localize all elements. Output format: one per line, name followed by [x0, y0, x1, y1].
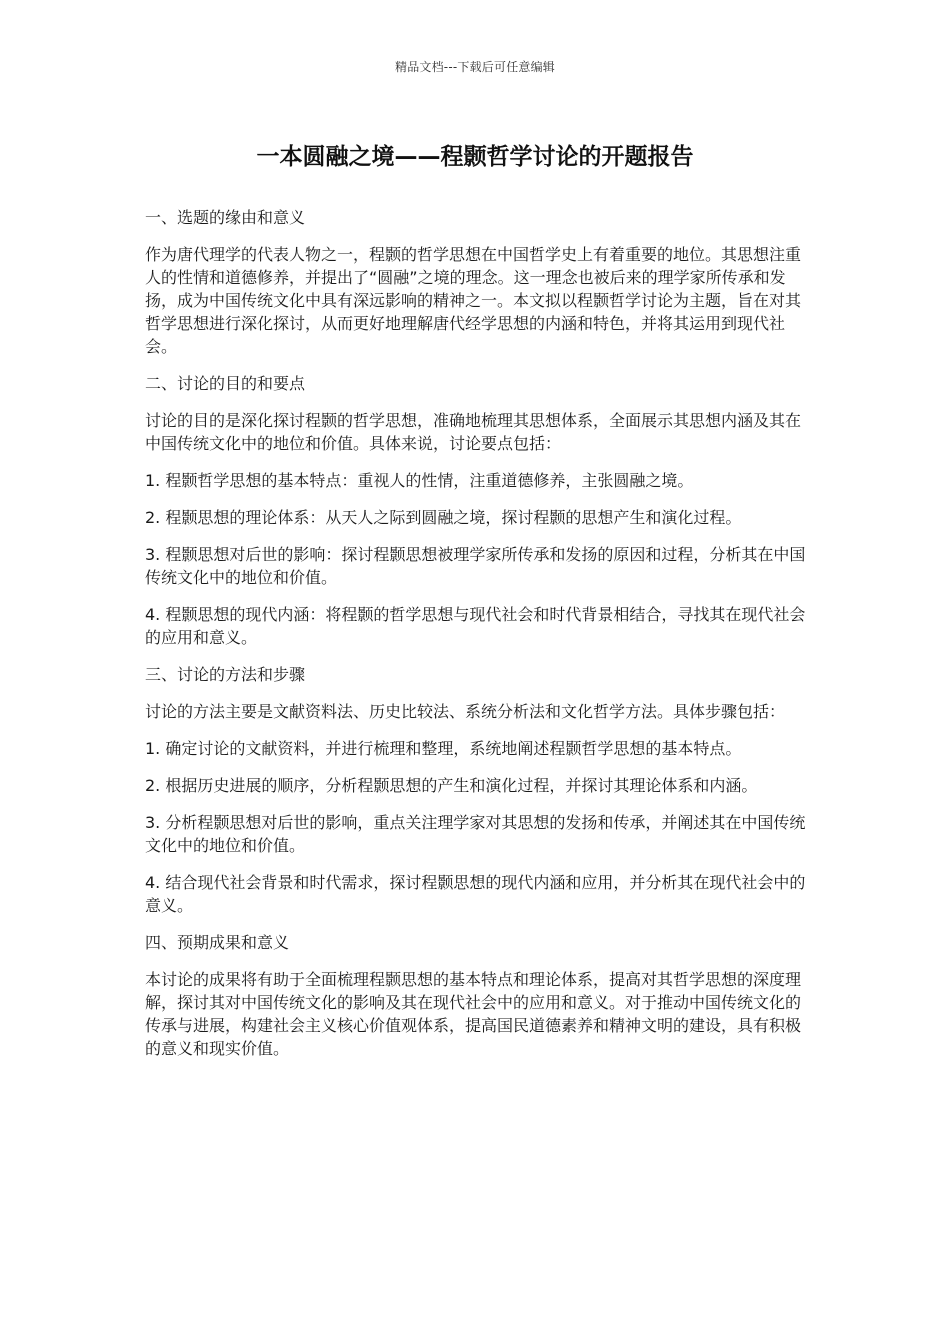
list-item: 4. 程颢思想的现代内涵：将程颢的哲学思想与现代社会和时代背景相结合，寻找其在现代社会的应用和意义。 [145, 605, 806, 647]
list-item: 2. 根据历史进展的顺序，分析程颢思想的产生和演化过程，并探讨其理论体系和内涵。 [145, 776, 758, 795]
section-heading: 二、讨论的目的和要点 [145, 374, 306, 393]
document-body [145, 206, 810, 1074]
list-item: 4. 结合现代社会背景和时代需求，探讨程颢思想的现代内涵和应用，并分析其在现代社会中的意义。 [145, 873, 806, 915]
header-note: 精品文档---下载后可任意编辑 [395, 60, 555, 74]
list-item: 3. 程颢思想对后世的影响：探讨程颢思想被理学家所传承和发扬的原因和过程，分析其在中国传统文化中的地位和价值。 [145, 545, 806, 587]
paragraph: 讨论的目的是深化探讨程颢的哲学思想，准确地梳理其思想体系，全面展示其思想内涵及其在中国传统文化中的地位和价值。具体来说，讨论要点包括： [145, 411, 802, 453]
paragraph: 作为唐代理学的代表人物之一，程颢的哲学思想在中国哲学史上有着重要的地位。其思想注重人的性情和道德修养，并提出了“圆融”之境的理念。这一理念也被后来的理学家所传承和发扬，成为中国传统文化中具有深远影响的精神之一。本文拟以程颢哲学讨论为主题，旨在对其哲学思想进行深化探讨，从而更好地理解唐代经学思想的内涵和特色，并将其运用到现代社会。 [145, 245, 802, 356]
paragraph: 本讨论的成果将有助于全面梳理程颢思想的基本特点和理论体系，提高对其哲学思想的深度理解，探讨其对中国传统文化的影响及其在现代社会中的应用和意义。对于推动中国传统文化的传承与进展，构建社会主义核心价值观体系，提高国民道德素养和精神文明的建设，具有积极的意义和现实价值。 [145, 970, 802, 1058]
section-heading: 四、预期成果和意义 [145, 933, 290, 952]
list-item: 2. 程颢思想的理论体系：从天人之际到圆融之境，探讨程颢的思想产生和演化过程。 [145, 508, 742, 527]
list-item: 1. 确定讨论的文献资料，并进行梳理和整理，系统地阐述程颢哲学思想的基本特点。 [145, 739, 742, 758]
paragraph: 讨论的方法主要是文献资料法、历史比较法、系统分析法和文化哲学方法。具体步骤包括： [145, 702, 786, 721]
section-heading: 三、讨论的方法和步骤 [145, 665, 306, 684]
list-item: 3. 分析程颢思想对后世的影响，重点关注理学家对其思想的发扬和传承，并阐述其在中国传统文化中的地位和价值。 [145, 813, 806, 855]
section-heading: 一、选题的缘由和意义 [145, 208, 306, 227]
document-title: 一本圆融之境——程颢哲学讨论的开题报告 [256, 144, 694, 170]
list-item: 1. 程颢哲学思想的基本特点：重视人的性情，注重道德修养，主张圆融之境。 [145, 471, 694, 490]
